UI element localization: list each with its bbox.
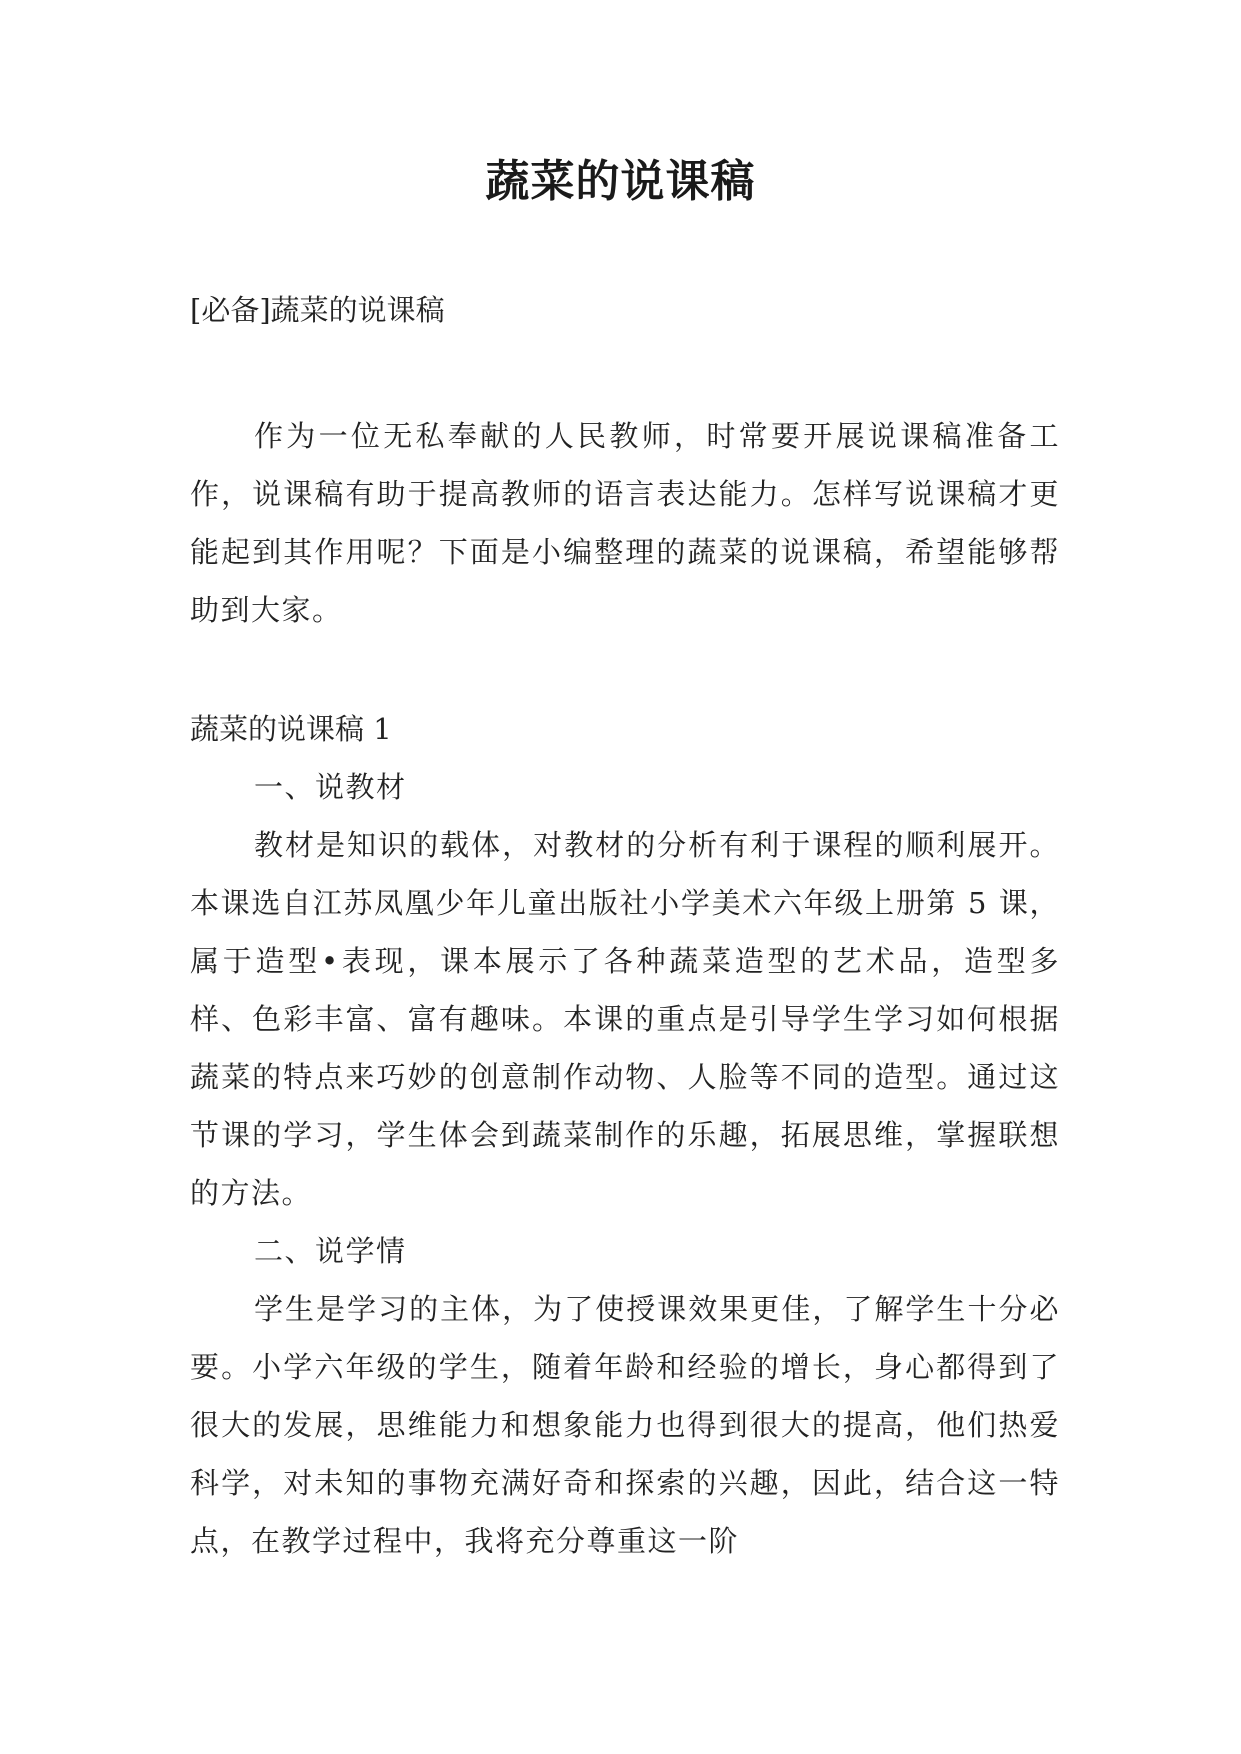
document-subtitle: [必备]蔬菜的说课稿	[190, 293, 445, 327]
lesson-section	[190, 700, 1060, 1570]
document-title: 蔬菜的说课稿	[485, 156, 756, 207]
heading-learners: 二、说学情	[254, 1234, 407, 1268]
paragraph-textbook: 教材是知识的载体，对教材的分析有利于课程的顺利展开。本课选自江苏凤凰少年儿童出版社小学美术六年级上册第 5 课，属于造型•表现，课本展示了各种蔬菜造型的艺术品，造型多样、色彩丰富、富有趣味。本课的重点是引导学生学习如何根据蔬菜的特点来巧妙的创意制作动物、人脸等不同的造型。通过这节课的学习，学生体会到蔬菜制作的乐趣，拓展思维，掌握联想的方法。	[190, 828, 1060, 1210]
heading-textbook: 一、说教材	[254, 770, 407, 804]
paragraph-learners: 学生是学习的主体，为了使授课效果更佳，了解学生十分必要。小学六年级的学生，随着年龄和经验的增长，身心都得到了很大的发展，思维能力和想象能力也得到很大的提高，他们热爱科学，对未知的事物充满好奇和探索的兴趣，因此，结合这一特点，在教学过程中，我将充分尊重这一阶	[190, 1292, 1060, 1558]
intro-paragraph: 作为一位无私奉献的人民教师，时常要开展说课稿准备工作，说课稿有助于提高教师的语言表达能力。怎样写说课稿才更能起到其作用呢？下面是小编整理的蔬菜的说课稿，希望能够帮助到大家。	[190, 419, 1060, 627]
section-title: 蔬菜的说课稿 1	[190, 712, 392, 746]
